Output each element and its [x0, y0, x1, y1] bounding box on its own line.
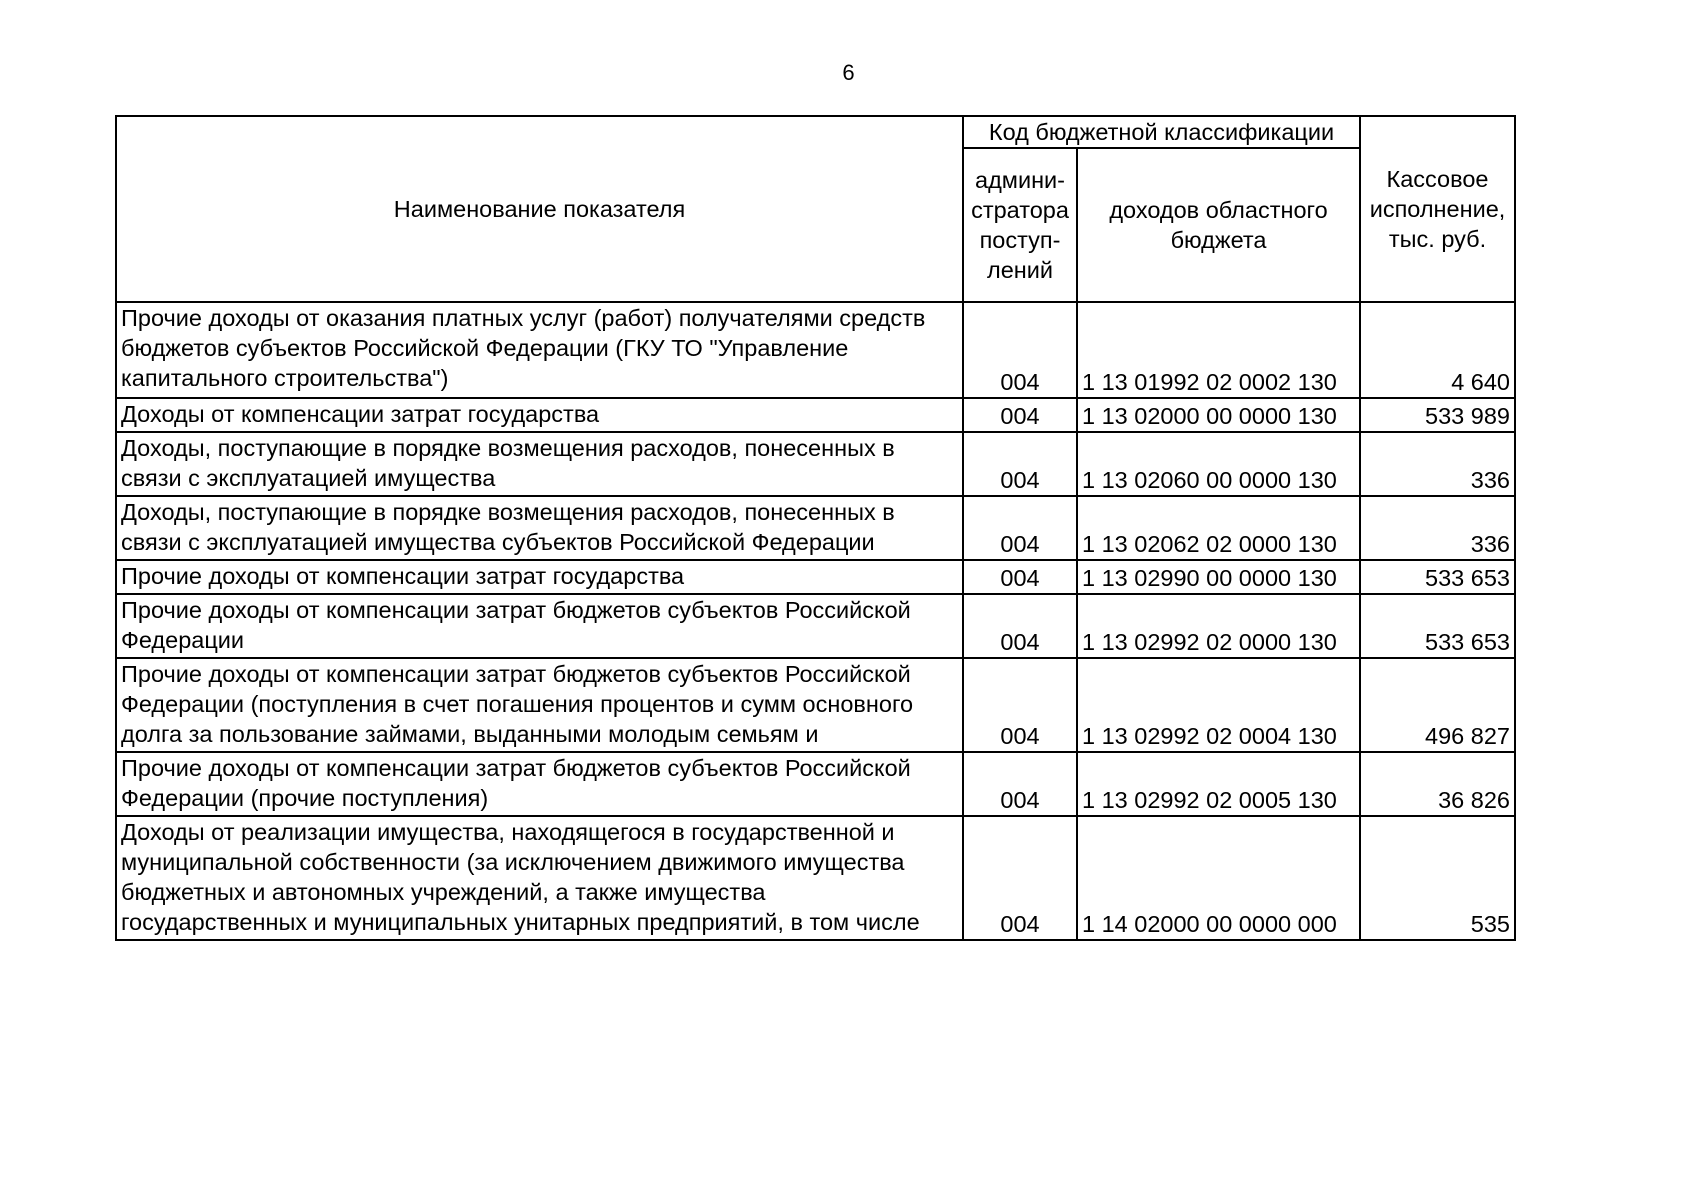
row-admin-code: 004: [963, 658, 1077, 752]
row-admin-code: 004: [963, 816, 1077, 940]
row-admin-code: 004: [963, 432, 1077, 496]
table-row: [116, 432, 1515, 496]
table-row: [116, 398, 1515, 432]
table-row: [116, 816, 1515, 940]
row-budget-code: 1 13 02990 00 0000 130: [1077, 560, 1360, 594]
budget-revenue-table: [115, 115, 1516, 941]
row-amount: 533 653: [1360, 594, 1515, 658]
row-budget-code: 1 13 02992 02 0000 130: [1077, 594, 1360, 658]
row-budget-code: 1 13 02992 02 0005 130: [1077, 752, 1360, 816]
row-amount: 496 827: [1360, 658, 1515, 752]
row-admin-code: 004: [963, 302, 1077, 398]
table-row: [116, 658, 1515, 752]
row-name: Доходы, поступающие в порядке возмещения расходов, понесенных в связи с эксплуатацией имущества: [116, 432, 963, 496]
row-admin-code: 004: [963, 560, 1077, 594]
header-cash-execution: Кассовое исполнение, тыс. руб.: [1360, 116, 1515, 302]
row-amount: 533 653: [1360, 560, 1515, 594]
row-budget-code: 1 13 01992 02 0002 130: [1077, 302, 1360, 398]
row-budget-code: 1 13 02062 02 0000 130: [1077, 496, 1360, 560]
table-row: [116, 302, 1515, 398]
row-amount: 336: [1360, 496, 1515, 560]
header-administrator: админи-стратора поступ-лений: [963, 148, 1077, 302]
row-name: Доходы, поступающие в порядке возмещения расходов, понесенных в связи с эксплуатацией имущества субъектов Российской Федерации: [116, 496, 963, 560]
row-admin-code: 004: [963, 752, 1077, 816]
row-budget-code: 1 13 02060 00 0000 130: [1077, 432, 1360, 496]
header-indicator-name: Наименование показателя: [116, 116, 963, 302]
row-budget-code: 1 13 02000 00 0000 130: [1077, 398, 1360, 432]
header-regional-income: доходов областного бюджета: [1077, 148, 1360, 302]
row-name: Прочие доходы от компенсации затрат государства: [116, 560, 963, 594]
table-row: [116, 594, 1515, 658]
row-budget-code: 1 14 02000 00 0000 000: [1077, 816, 1360, 940]
row-amount: 4 640: [1360, 302, 1515, 398]
header-classification-code: Код бюджетной классификации: [963, 116, 1360, 148]
table-row: [116, 752, 1515, 816]
table-row: [116, 496, 1515, 560]
row-admin-code: 004: [963, 398, 1077, 432]
row-name: Прочие доходы от компенсации затрат бюджетов субъектов Российской Федерации: [116, 594, 963, 658]
row-name: Прочие доходы от компенсации затрат бюджетов субъектов Российской Федерации (прочие поступления): [116, 752, 963, 816]
row-amount: 533 989: [1360, 398, 1515, 432]
row-name: Доходы от реализации имущества, находящегося в государственной и муниципальной собственности (за исключением движимого имущества бюджетных и автономных учреждений, а также имущества государственных и муниципальных унитарных предприятий, в том числе: [116, 816, 963, 940]
row-name: Доходы от компенсации затрат государства: [116, 398, 963, 432]
row-name: Прочие доходы от компенсации затрат бюджетов субъектов Российской Федерации (поступления в счет погашения процентов и сумм основного долга за пользование займами, выданными молодым семьям и: [116, 658, 963, 752]
row-name: Прочие доходы от оказания платных услуг (работ) получателями средств бюджетов субъектов Российской Федерации (ГКУ ТО "Управление капитального строительства"): [116, 302, 963, 398]
row-amount: 535: [1360, 816, 1515, 940]
row-amount: 36 826: [1360, 752, 1515, 816]
row-admin-code: 004: [963, 496, 1077, 560]
page-number: 6: [842, 60, 855, 85]
row-amount: 336: [1360, 432, 1515, 496]
row-admin-code: 004: [963, 594, 1077, 658]
row-budget-code: 1 13 02992 02 0004 130: [1077, 658, 1360, 752]
table-row: [116, 560, 1515, 594]
